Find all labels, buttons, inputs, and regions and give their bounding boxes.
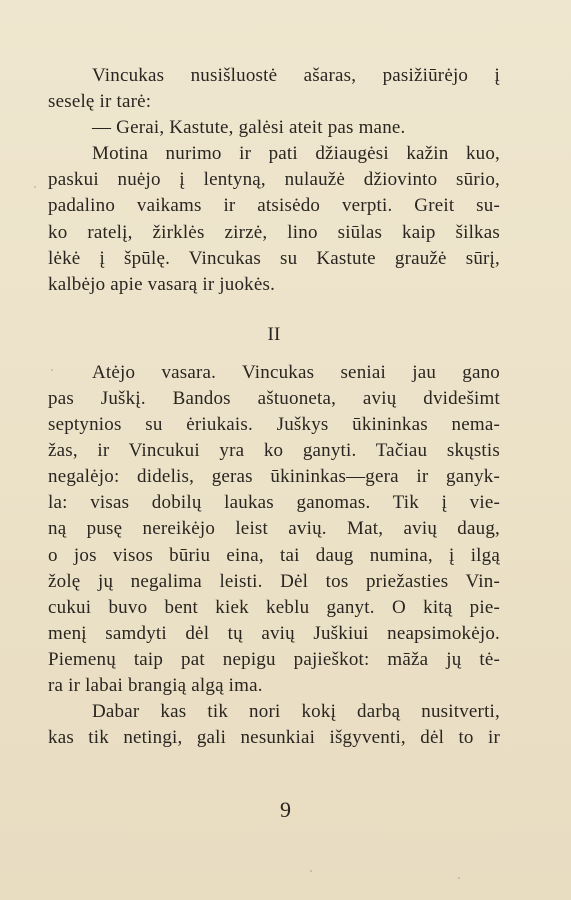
text-line: ną pusę nereikėjo leist avių. Mat, avių daug, <box>48 518 500 540</box>
paper-speck <box>51 369 53 371</box>
text-line: žolę jų negalima leisti. Dėl tos priežasties Vin- <box>48 570 500 592</box>
page-body <box>48 63 500 751</box>
text-line: ko ratelį, žirklės zirzė, lino siūlas kaip šilkas <box>48 221 500 243</box>
text-line: septynios su ėriukais. Juškys ūkininkas nema- <box>48 414 500 436</box>
text-line: ra ir labai brangią algą ima. <box>48 674 263 696</box>
paper-speck <box>34 186 36 188</box>
text-line: o jos visos būriu eina, tai daug numina, į ilgą <box>48 544 500 566</box>
paragraph-4 <box>48 360 500 699</box>
text-line: menį samdyti dėl tų avių Juškiui neapsimokėjo. <box>48 622 500 644</box>
paragraph-5 <box>48 699 500 751</box>
paragraph-3 <box>48 141 500 298</box>
text-line: cukui buvo bent kiek keblu ganyt. O kitą pie- <box>48 596 500 618</box>
page-number: 9 <box>280 797 291 822</box>
text-line: Dabar kas tik nori kokį darbą nusitverti, <box>92 701 500 723</box>
section-heading: II <box>267 323 281 345</box>
text-line: paskui nuėjo į lentyną, nulaužė džiovinto sūrio, <box>48 169 500 191</box>
text-line: pas Juškį. Bandos aštuoneta, avių dvidešimt <box>48 387 500 409</box>
paragraph-2 <box>48 115 500 141</box>
text-line: Atėjo vasara. Vincukas seniai jau gano <box>92 361 500 383</box>
text-line: Motina nurimo ir pati džiaugėsi kažin kuo, <box>92 143 500 165</box>
text-line: seselę ir tarė: <box>48 91 152 113</box>
text-line: la: visas dobilų laukas ganomas. Tik į vie- <box>48 492 500 514</box>
text-line: negalėjo: didelis, geras ūkininkas—gera ir ganyk- <box>48 466 500 488</box>
text-line: Vincukas nusišluostė ašaras, pasižiūrėjo į <box>92 65 500 86</box>
paragraph-1 <box>48 63 500 115</box>
paper-speck <box>310 870 312 872</box>
text-line: Piemenų taip pat nepigu pajieškot: māža jų tė- <box>48 648 500 670</box>
text-line: žas, ir Vincukui yra ko ganyti. Tačiau skųstis <box>48 440 500 462</box>
text-line: kalbėjo apie vasarą ir juokės. <box>48 273 276 295</box>
text-line: — Gerai, Kastute, galėsi ateit pas mane. <box>92 117 406 139</box>
paper-speck <box>458 877 460 879</box>
text-line: padalino vaikams ir atsisėdo verpti. Greit su- <box>48 195 500 217</box>
text-line: lėkė į špūlę. Vincukas su Kastute graužė sūrį, <box>48 247 500 269</box>
text-line: kas tik netingi, gali nesunkiai išgyventi, dėl to ir <box>48 727 500 749</box>
